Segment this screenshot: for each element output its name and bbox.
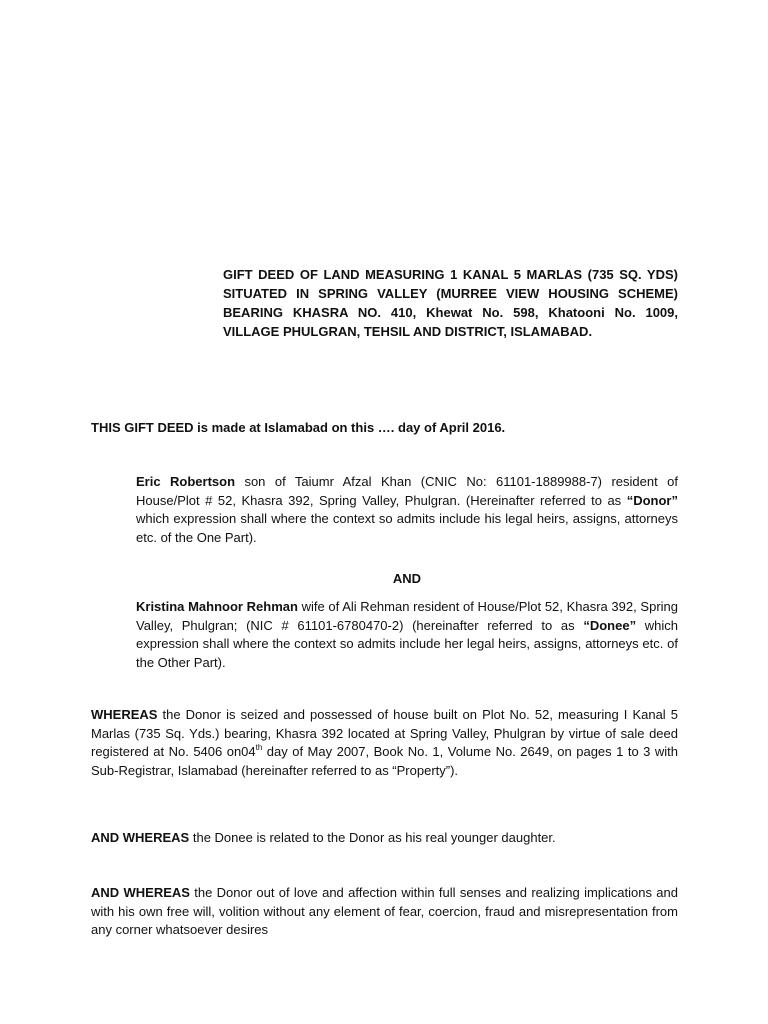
and-separator: AND xyxy=(392,571,422,586)
donor-term: “Donor” xyxy=(626,492,678,508)
whereas-2-text: the Donee is related to the Donor as his real younger daughter. xyxy=(189,830,556,845)
donor-paragraph xyxy=(136,473,678,547)
donee-name: Kristina Mahnoor Rehman xyxy=(136,599,298,614)
whereas-3-lead: AND WHEREAS xyxy=(91,885,190,900)
whereas-paragraph-2 xyxy=(91,829,678,848)
whereas-1-text-2: day of May 2007, Book No. 1, Volume No. 2649, on pages 1 to 3 with Sub-Registrar, Islamabad (hereinafter referred to as “Property”). xyxy=(91,744,678,778)
whereas-paragraph-3 xyxy=(91,884,678,940)
donee-term: “Donee” xyxy=(583,617,637,633)
deed-title: GIFT DEED OF LAND MEASURING 1 KANAL 5 MARLAS (735 SQ. YDS) SITUATED IN SPRING VALLEY (MURREE VIEW HOUSING SCHEME) BEARING KHASRA NO. 410, Khewat No. 598, Khatooni No. 1009, VILLAGE PHULGRAN, TEHSIL AND DISTRICT, ISLAMABAD. xyxy=(223,267,678,339)
whereas-1-text-1: the Donor is seized and possessed of house built on Plot No. 52, measuring I Kanal 5 Marlas (735 Sq. Yds.) bearing, Khasra 392 located at Spring Valley, Phulgran by virtue of sale deed registered at No. 5406 on04 xyxy=(91,707,678,759)
donee-text-1: wife of Ali Rehman resident of House/Plot 52, Khasra 392, Spring Valley, Phulgran; (NIC # 61101-6780470-2) (hereinafter referred to as xyxy=(136,599,678,633)
donor-text-1: son of Taiumr Afzal Khan (CNIC No: 61101-1889988-7) resident of House/Plot # 52, Khasra 392, Spring Valley, Phulgran. (Hereinafter referred to as xyxy=(136,474,678,508)
whereas-1-superscript: th xyxy=(255,743,263,752)
whereas-3-text: the Donor out of love and affection within full senses and realizing implications and with his own free will, volition without any element of fear, coercion, fraud and misrepresentation from any corner whatsoever desires xyxy=(91,885,678,937)
donee-text-2: which expression shall where the context so admits include her legal heirs, assigns, attorneys etc. of the Other Part). xyxy=(136,617,678,670)
whereas-1-lead: WHEREAS xyxy=(91,707,158,722)
donor-name: Eric Robertson xyxy=(136,474,236,489)
whereas-2-lead: AND WHEREAS xyxy=(91,830,190,845)
whereas-paragraph-1 xyxy=(91,706,678,780)
donor-text-2: which expression shall where the context so admits include his legal heirs, assigns, attorneys etc. of the One Part). xyxy=(136,511,678,545)
deed-made-text: THIS GIFT DEED is made at Islamabad on this …. day of April 2016. xyxy=(91,420,506,435)
donee-paragraph xyxy=(136,598,678,672)
deed-made-line xyxy=(91,419,681,438)
